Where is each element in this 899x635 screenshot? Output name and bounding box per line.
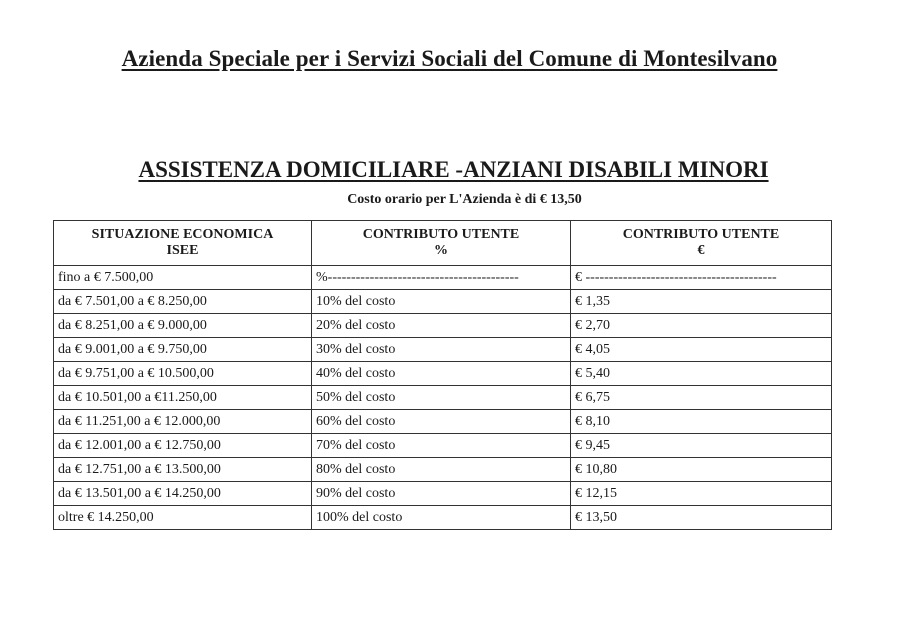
table-row (54, 290, 832, 314)
header-isee (54, 221, 312, 266)
table-header-row (54, 221, 832, 266)
amount-cell: € 1,35 (571, 290, 832, 314)
isee-range-cell: da € 12.001,00 a € 12.750,00 (54, 434, 312, 458)
table-row (54, 410, 832, 434)
amount-cell: € 9,45 (571, 434, 832, 458)
table-row (54, 434, 832, 458)
amount-cell: € ----------------------------------------- (571, 266, 832, 290)
percent-cell: 20% del costo (312, 314, 571, 338)
percent-cell: 100% del costo (312, 506, 571, 530)
amount-cell: € 6,75 (571, 386, 832, 410)
isee-range-cell: da € 8.251,00 a € 9.000,00 (54, 314, 312, 338)
organization-title: Azienda Speciale per i Servizi Sociali del Comune di Montesilvano (121, 46, 778, 71)
header-euro-line1: CONTRIBUTO UTENTE (622, 227, 780, 242)
header-isee-line2: ISEE (166, 243, 199, 258)
amount-cell: € 5,40 (571, 362, 832, 386)
header-isee-line1: SITUAZIONE ECONOMICA (91, 227, 274, 242)
isee-range-cell: da € 10.501,00 a €11.250,00 (54, 386, 312, 410)
table-row (54, 458, 832, 482)
isee-range-cell: da € 9.001,00 a € 9.750,00 (54, 338, 312, 362)
percent-cell: 60% del costo (312, 410, 571, 434)
percent-cell: 40% del costo (312, 362, 571, 386)
amount-cell: € 8,10 (571, 410, 832, 434)
table-row (54, 482, 832, 506)
header-percent-line2: % (434, 243, 448, 258)
contribution-table (53, 220, 832, 530)
document-title: ASSISTENZA DOMICILIARE -ANZIANI DISABILI MINORI (138, 157, 769, 182)
percent-cell: 90% del costo (312, 482, 571, 506)
header-percent-line1: CONTRIBUTO UTENTE (362, 227, 520, 242)
isee-range-cell: fino a € 7.500,00 (54, 266, 312, 290)
percent-cell: 80% del costo (312, 458, 571, 482)
percent-cell: 70% del costo (312, 434, 571, 458)
header-contribution-percent (312, 221, 571, 266)
table-row (54, 362, 832, 386)
table-row (54, 266, 832, 290)
isee-range-cell: oltre € 14.250,00 (54, 506, 312, 530)
header-euro-line2: € (697, 243, 705, 258)
table-row (54, 314, 832, 338)
percent-cell: 30% del costo (312, 338, 571, 362)
amount-cell: € 10,80 (571, 458, 832, 482)
isee-range-cell: da € 9.751,00 a € 10.500,00 (54, 362, 312, 386)
isee-range-cell: da € 12.751,00 a € 13.500,00 (54, 458, 312, 482)
isee-range-cell: da € 11.251,00 a € 12.000,00 (54, 410, 312, 434)
table-row (54, 338, 832, 362)
percent-cell: %----------------------------------------- (312, 266, 571, 290)
isee-range-cell: da € 13.501,00 a € 14.250,00 (54, 482, 312, 506)
amount-cell: € 4,05 (571, 338, 832, 362)
percent-cell: 50% del costo (312, 386, 571, 410)
table-row (54, 506, 832, 530)
amount-cell: € 13,50 (571, 506, 832, 530)
hourly-cost-subtitle: Costo orario per L'Azienda è di € 13,50 (347, 192, 582, 207)
percent-cell: 10% del costo (312, 290, 571, 314)
isee-range-cell: da € 7.501,00 a € 8.250,00 (54, 290, 312, 314)
amount-cell: € 12,15 (571, 482, 832, 506)
amount-cell: € 2,70 (571, 314, 832, 338)
header-contribution-euro (571, 221, 832, 266)
table-row (54, 386, 832, 410)
